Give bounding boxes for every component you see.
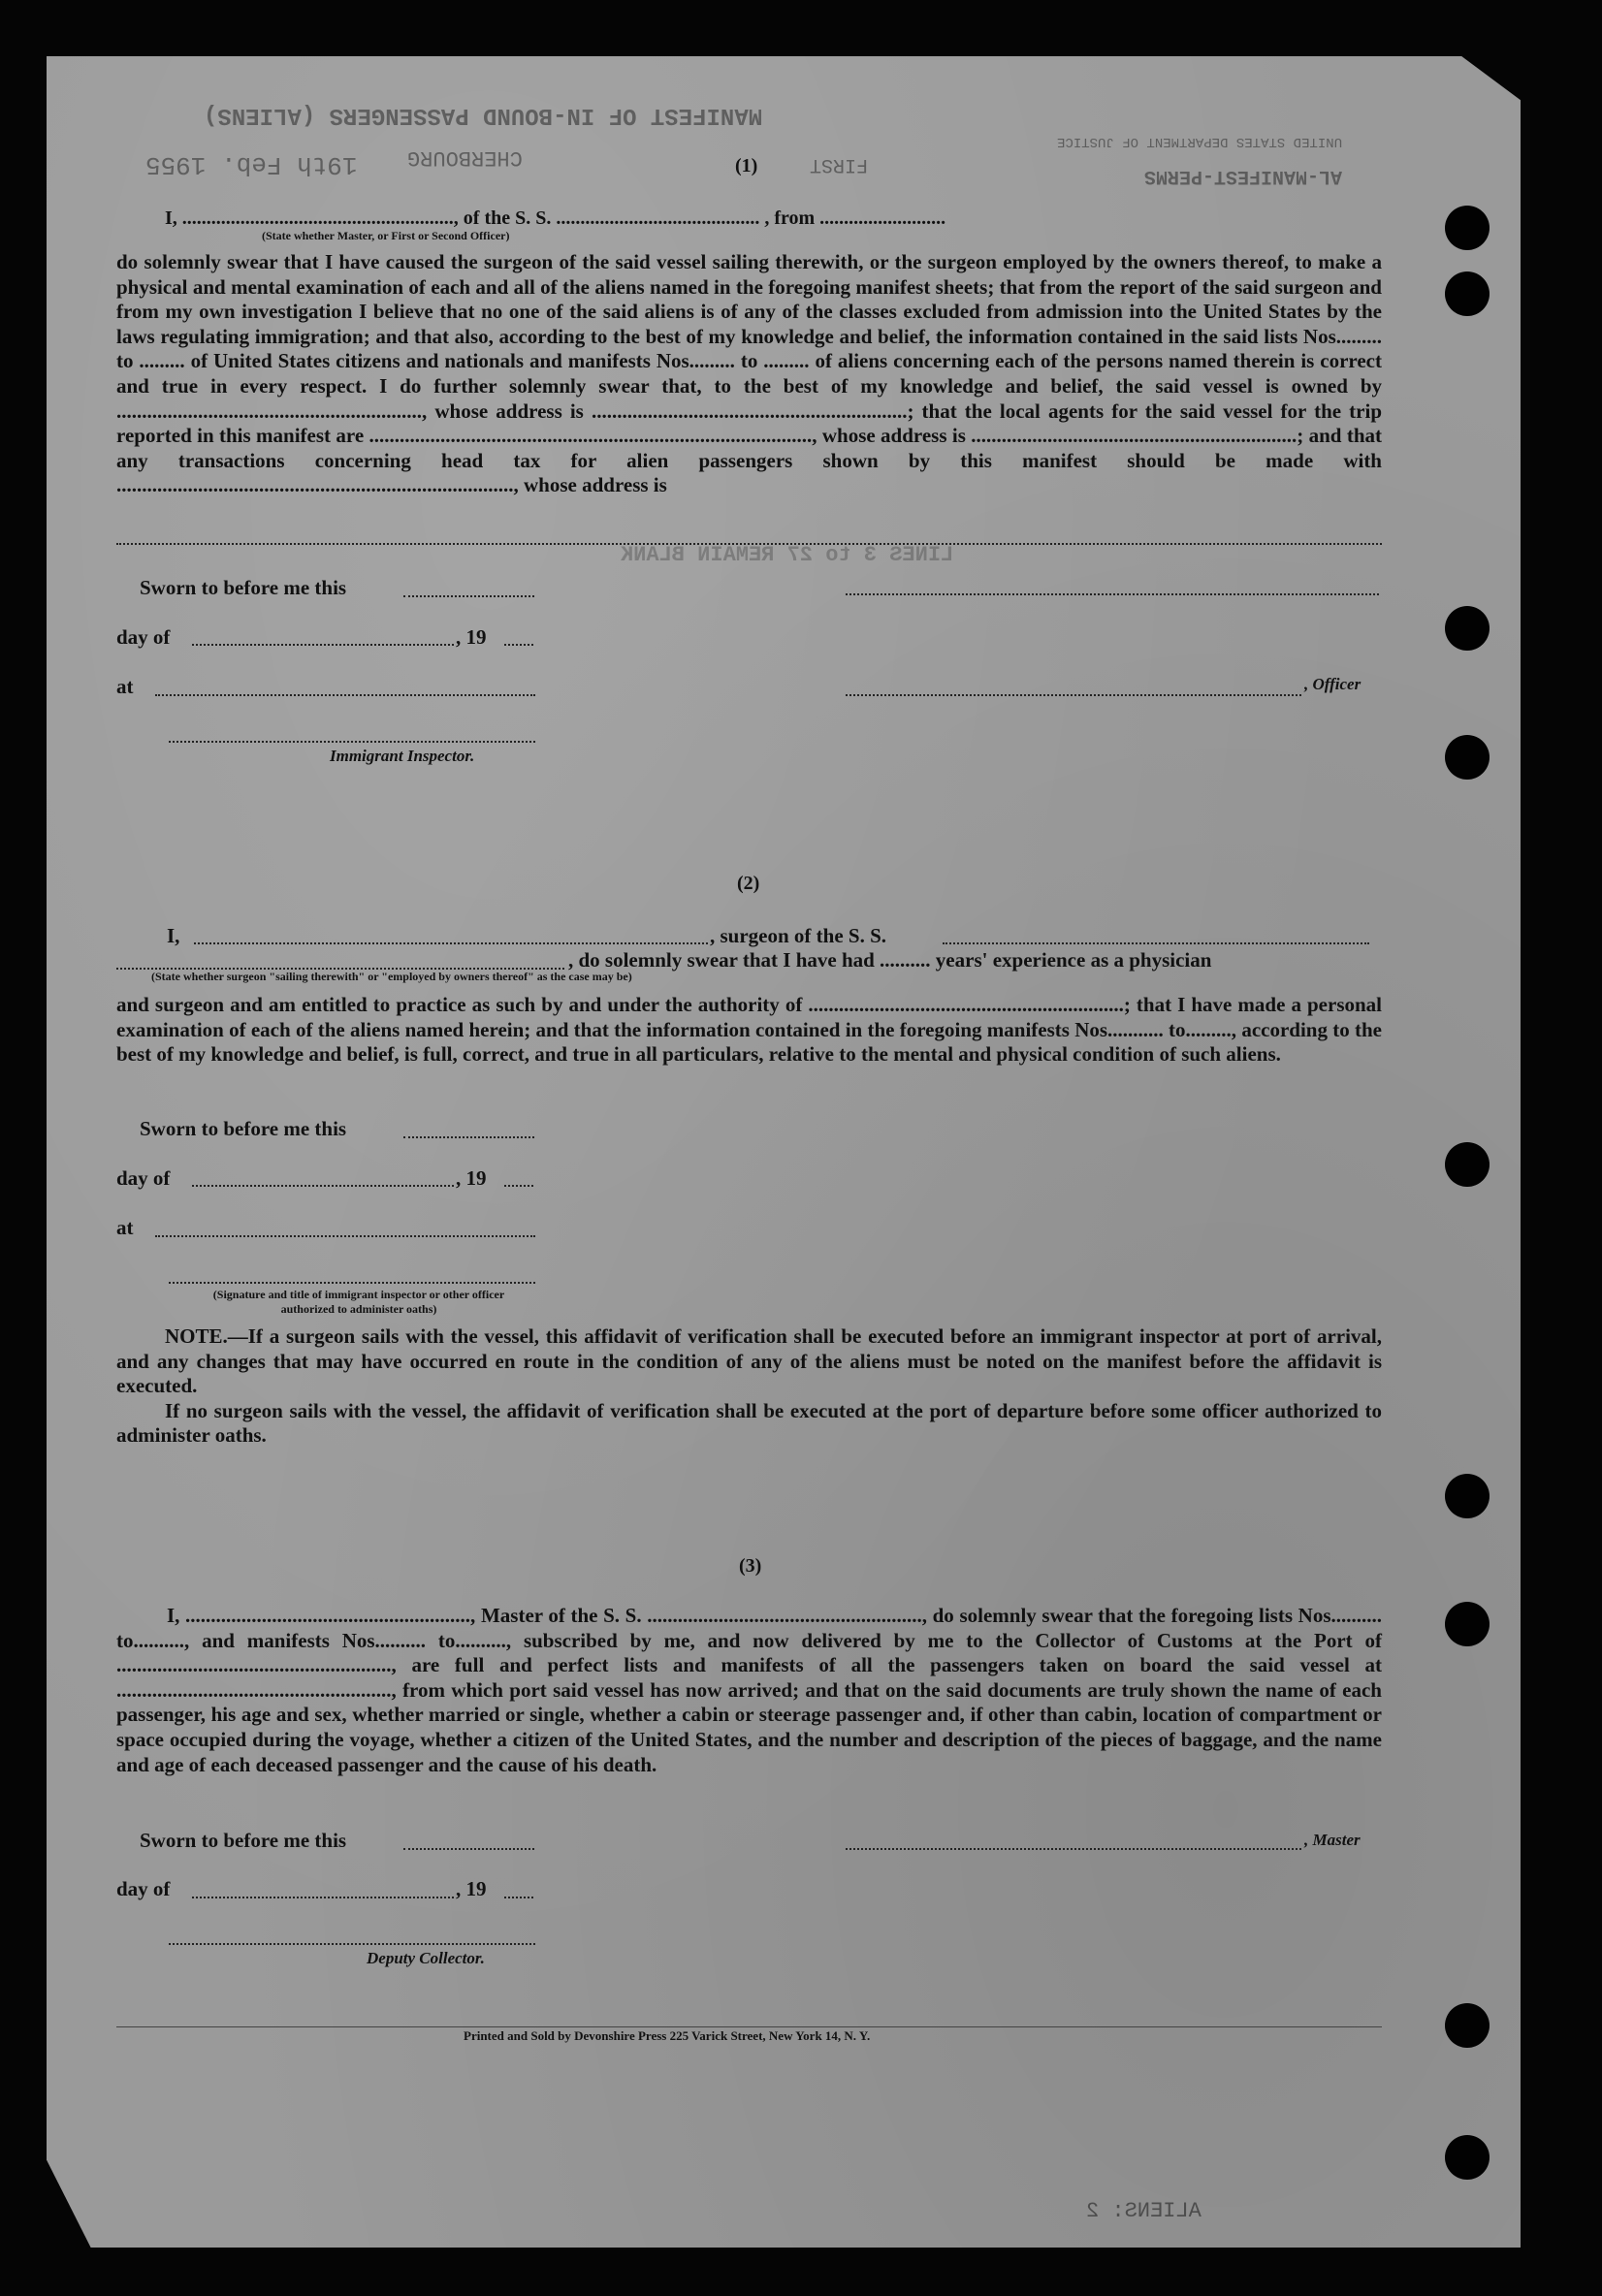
section-1-number: (1): [735, 155, 758, 176]
inspector-line: [169, 741, 535, 743]
bleed-title: MANIFEST OF IN-BOUND PASSENGERS (ALIENS): [204, 102, 763, 128]
section-2-body: [116, 993, 1382, 1068]
section-3-day: day of: [116, 1877, 171, 1900]
punch-hole: [1445, 1142, 1490, 1187]
ship-name-line: [943, 942, 1369, 944]
at-line: [155, 694, 535, 696]
section-2-sig-caption: (Signature and title of immigrant inspector or other officer authorized to administer oaths): [212, 1288, 505, 1316]
section-3-deputy: Deputy Collector.: [367, 1949, 485, 1967]
day-line: [192, 1185, 454, 1187]
section-1-caption: (State whether Master, or First or Second Officer): [262, 229, 510, 242]
bleed-class: FIRST: [810, 153, 869, 175]
section-3-sworn: Sworn to before me this: [140, 1829, 347, 1852]
officer-sign-line: [846, 593, 1379, 595]
signature-line: [169, 1282, 535, 1284]
surgeon-name-line: [194, 942, 708, 944]
section-1-at: at: [116, 675, 134, 698]
year-line: [504, 1897, 533, 1898]
section-2-day: day of: [116, 1166, 171, 1190]
punch-hole: [1445, 1602, 1490, 1646]
year-line: [504, 1185, 533, 1187]
day-line: [192, 1897, 454, 1898]
punch-hole: [1445, 271, 1490, 316]
sworn-line: [403, 1848, 534, 1850]
master-sign-line: [846, 1848, 1301, 1850]
punch-hole: [1445, 2135, 1490, 2180]
section-1-year: , 19: [456, 625, 487, 649]
year-line: [504, 644, 533, 646]
at-line: [155, 1235, 535, 1237]
day-line: [192, 644, 454, 646]
bleed-dept: UNITED STATES DEPARTMENT OF JUSTICE: [1057, 134, 1343, 149]
printer-imprint: Printed and Sold by Devonshire Press 225 Varick Street, New York 14, N. Y.: [464, 2028, 871, 2043]
section-3-text: I, ........................................................, Master of the S. S. ......................................................, do solemnly swear that the foregoing lists Nos.......... to.........., and manifests Nos.......... to.........., subscribed by me, and now delivered by me to the Collector of Customs at the Port of ......................................................, are full and perfect lists and manifests of all the passengers taken on board the said vessel at ......................................................, from which port said vessel has now arrived; and that on the said documents are truly shown the name of each passenger, his age and sex, whether married or single, whether a cabin or steerage passenger and, if other than cabin, location of compartment or space occupied during the voyage, whether a citizen of the United States, and the number and description of the pieces of baggage, and the name and age of each deceased passenger and the cause of his death.: [116, 1604, 1382, 1776]
section-1-sworn: Sworn to before me this: [140, 576, 347, 599]
section-1-inspector: Immigrant Inspector.: [330, 747, 475, 765]
section-2-line2: , do solemnly swear that I have had .......... years' experience as a physician: [568, 948, 1212, 972]
deputy-line: [169, 1943, 535, 1945]
sworn-line: [403, 1136, 534, 1138]
section-1-oath-line: I, ........................................................, of the S. S. .......................................... , from ..........................: [165, 207, 946, 229]
punch-hole: [1445, 2003, 1490, 2048]
punch-hole: [1445, 735, 1490, 780]
punch-hole: [1445, 1474, 1490, 1518]
blank-lines-stamp: LINES 3 to 27 REMAIN BLANK: [621, 543, 954, 567]
section-2-caption: (State whether surgeon "sailing therewith" or "employed by owners thereof" as the case may be): [151, 970, 632, 983]
note-text: NOTE.—If a surgeon sails with the vessel, this affidavit of verification shall be executed before an immigrant inspector at port of arrival, and any changes that may have occurred en route in the condition of any of the aliens must be noted on the manifest before the affidavit is executed.: [116, 1324, 1382, 1398]
section-1-text: do solemnly swear that I have caused the surgeon of the said vessel sailing therewith, or the surgeon employed by the owners thereof, to make a physical and mental examination of each and all of the aliens named in the foregoing manifest sheets; that from the report of the said surgeon and from my own investigation I believe that no one of the said aliens is of any of the classes excluded from admission into the United States by the laws regulating immigration; and that also, according to the best of my knowledge and belief, the information contained in the said lists Nos......... to ......... of United States citizens and nationals and manifests Nos......... to ......... of aliens concerning each of the persons named therein is correct and true in every respect. I do further solemnly swear that, to the best of my knowledge and belief, the said vessel is owned by ............................................................, whose address is ..............................................................; that the local agents for the said vessel for the trip reported in this manifest are ......................................................................................., whose address is ................................................................; and that any transactions concerning head tax for alien passengers shown by this manifest should be made with .............................................................................., whose address is: [116, 250, 1382, 497]
bottom-rule: [116, 2026, 1382, 2027]
section-2-surgeon: , surgeon of the S. S.: [710, 924, 887, 947]
punch-hole: [1445, 606, 1490, 651]
section-3-master: , Master: [1304, 1831, 1361, 1849]
bleed-footer: ALIENS: 2: [1086, 2199, 1202, 2223]
section-2-text: and surgeon and am entitled to practice as such by and under the authority of ..............................................................; that I have made a personal examination of each of the aliens named herein; and that the information contained in the foregoing manifests Nos........... to........., according to the best of my knowledge and belief, is full, correct, and true in all particulars, relative to the mental and physical condition of such aliens.: [116, 993, 1382, 1067]
sworn-line: [403, 595, 534, 597]
punch-hole: [1445, 206, 1490, 250]
bleed-port: CHERBOURG: [407, 145, 523, 170]
section-2-number: (2): [737, 873, 760, 894]
section-1-day: day of: [116, 625, 171, 649]
section-1-body: [116, 250, 1382, 498]
bleed-form: AL-MANIFEST-PERMS: [1144, 165, 1343, 187]
section-3-number: (3): [739, 1555, 762, 1577]
section-3-body: [116, 1604, 1382, 1777]
section-3-year: , 19: [456, 1877, 487, 1900]
bleed-date: 19th Feb. 1955: [145, 150, 358, 179]
section-2-note: [116, 1324, 1382, 1449]
section-2-sworn: Sworn to before me this: [140, 1117, 347, 1140]
section-2-year: , 19: [456, 1166, 487, 1190]
section-2-i: I,: [167, 924, 180, 947]
note-text-2: If no surgeon sails with the vessel, the affidavit of verification shall be executed at the port of departure before some officer authorized to administer oaths.: [116, 1398, 1382, 1448]
officer-line: [846, 694, 1301, 696]
section-1-officer: , Officer: [1304, 675, 1362, 693]
section-2-at: at: [116, 1216, 134, 1239]
